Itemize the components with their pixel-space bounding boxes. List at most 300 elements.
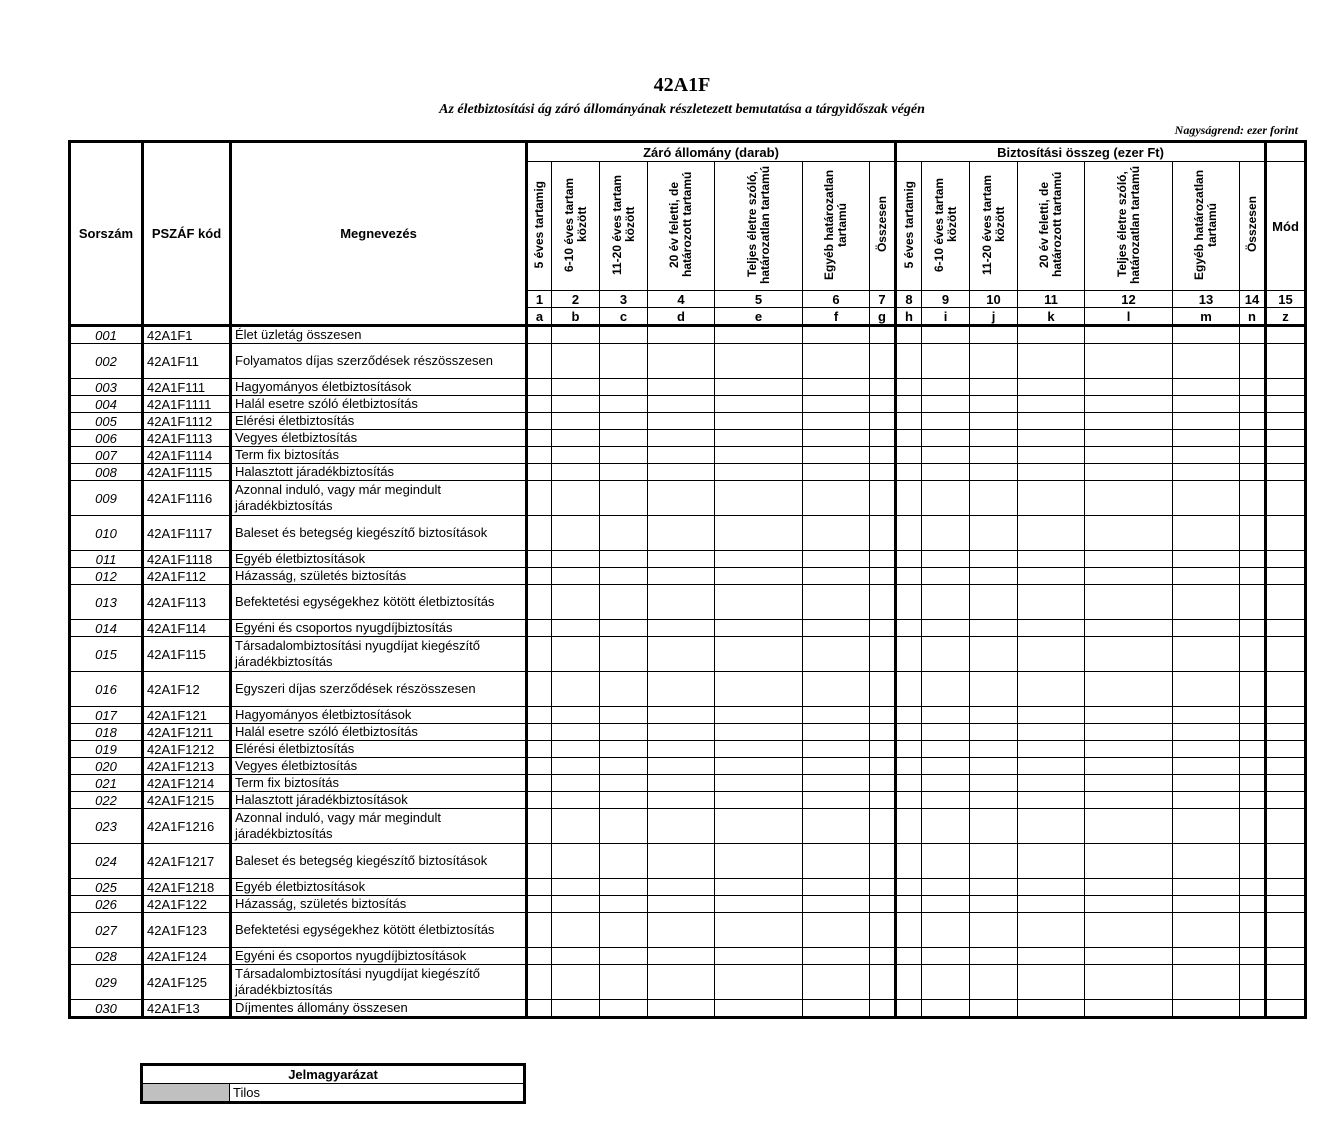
value-cell[interactable] — [870, 809, 896, 844]
value-cell[interactable] — [896, 413, 922, 430]
value-cell[interactable] — [922, 948, 970, 965]
value-cell[interactable] — [1173, 758, 1240, 775]
value-cell[interactable] — [527, 707, 552, 724]
value-cell[interactable] — [527, 379, 552, 396]
value-cell[interactable] — [527, 724, 552, 741]
value-cell[interactable] — [970, 724, 1018, 741]
value-cell[interactable] — [1018, 913, 1085, 948]
value-cell[interactable] — [600, 809, 648, 844]
value-cell[interactable] — [715, 844, 803, 879]
value-cell[interactable] — [1173, 1000, 1240, 1018]
value-cell[interactable] — [600, 1000, 648, 1018]
value-cell[interactable] — [1240, 464, 1266, 481]
value-cell[interactable] — [648, 879, 715, 896]
value-cell[interactable] — [1173, 948, 1240, 965]
value-cell[interactable] — [648, 758, 715, 775]
value-cell[interactable] — [970, 326, 1018, 344]
value-cell[interactable] — [922, 551, 970, 568]
value-cell[interactable] — [803, 481, 870, 516]
value-cell[interactable] — [715, 464, 803, 481]
value-cell[interactable] — [1240, 965, 1266, 1000]
value-cell[interactable] — [922, 481, 970, 516]
value-cell[interactable] — [1018, 965, 1085, 1000]
value-cell[interactable] — [552, 430, 600, 447]
value-cell[interactable] — [648, 568, 715, 585]
value-cell[interactable] — [1173, 896, 1240, 913]
value-cell[interactable] — [803, 792, 870, 809]
value-cell[interactable] — [896, 379, 922, 396]
value-cell[interactable] — [600, 792, 648, 809]
value-cell[interactable] — [1018, 326, 1085, 344]
value-cell[interactable] — [1018, 568, 1085, 585]
value-cell[interactable] — [527, 637, 552, 672]
value-cell[interactable] — [527, 447, 552, 464]
value-cell[interactable] — [715, 724, 803, 741]
value-cell[interactable] — [922, 447, 970, 464]
value-cell[interactable] — [1018, 637, 1085, 672]
value-cell[interactable] — [527, 896, 552, 913]
value-cell[interactable] — [1266, 447, 1306, 464]
value-cell[interactable] — [1085, 516, 1173, 551]
value-cell[interactable] — [970, 707, 1018, 724]
value-cell[interactable] — [527, 344, 552, 379]
value-cell[interactable] — [715, 809, 803, 844]
value-cell[interactable] — [803, 516, 870, 551]
value-cell[interactable] — [527, 809, 552, 844]
value-cell[interactable] — [1266, 809, 1306, 844]
value-cell[interactable] — [648, 809, 715, 844]
value-cell[interactable] — [1173, 551, 1240, 568]
value-cell[interactable] — [600, 447, 648, 464]
value-cell[interactable] — [527, 913, 552, 948]
value-cell[interactable] — [1240, 792, 1266, 809]
value-cell[interactable] — [1240, 413, 1266, 430]
value-cell[interactable] — [648, 948, 715, 965]
value-cell[interactable] — [715, 741, 803, 758]
value-cell[interactable] — [896, 396, 922, 413]
value-cell[interactable] — [1173, 844, 1240, 879]
value-cell[interactable] — [803, 396, 870, 413]
value-cell[interactable] — [870, 430, 896, 447]
value-cell[interactable] — [1085, 913, 1173, 948]
value-cell[interactable] — [527, 413, 552, 430]
value-cell[interactable] — [870, 758, 896, 775]
value-cell[interactable] — [648, 672, 715, 707]
value-cell[interactable] — [922, 344, 970, 379]
value-cell[interactable] — [970, 430, 1018, 447]
value-cell[interactable] — [803, 965, 870, 1000]
value-cell[interactable] — [1018, 413, 1085, 430]
value-cell[interactable] — [648, 447, 715, 464]
value-cell[interactable] — [648, 413, 715, 430]
value-cell[interactable] — [1018, 464, 1085, 481]
value-cell[interactable] — [527, 620, 552, 637]
value-cell[interactable] — [1240, 568, 1266, 585]
value-cell[interactable] — [1018, 585, 1085, 620]
value-cell[interactable] — [648, 344, 715, 379]
value-cell[interactable] — [715, 913, 803, 948]
value-cell[interactable] — [1085, 844, 1173, 879]
value-cell[interactable] — [527, 430, 552, 447]
value-cell[interactable] — [527, 879, 552, 896]
value-cell[interactable] — [803, 464, 870, 481]
value-cell[interactable] — [1173, 741, 1240, 758]
value-cell[interactable] — [715, 896, 803, 913]
value-cell[interactable] — [970, 913, 1018, 948]
value-cell[interactable] — [600, 326, 648, 344]
value-cell[interactable] — [1266, 896, 1306, 913]
value-cell[interactable] — [648, 516, 715, 551]
value-cell[interactable] — [803, 413, 870, 430]
value-cell[interactable] — [870, 413, 896, 430]
value-cell[interactable] — [1018, 724, 1085, 741]
value-cell[interactable] — [1240, 326, 1266, 344]
value-cell[interactable] — [803, 844, 870, 879]
value-cell[interactable] — [922, 724, 970, 741]
value-cell[interactable] — [970, 344, 1018, 379]
value-cell[interactable] — [922, 430, 970, 447]
value-cell[interactable] — [715, 585, 803, 620]
value-cell[interactable] — [896, 481, 922, 516]
value-cell[interactable] — [527, 585, 552, 620]
value-cell[interactable] — [1266, 1000, 1306, 1018]
value-cell[interactable] — [715, 879, 803, 896]
value-cell[interactable] — [803, 707, 870, 724]
value-cell[interactable] — [870, 775, 896, 792]
value-cell[interactable] — [552, 775, 600, 792]
value-cell[interactable] — [1018, 344, 1085, 379]
value-cell[interactable] — [1240, 775, 1266, 792]
value-cell[interactable] — [715, 637, 803, 672]
value-cell[interactable] — [1173, 965, 1240, 1000]
value-cell[interactable] — [648, 896, 715, 913]
value-cell[interactable] — [870, 965, 896, 1000]
value-cell[interactable] — [1018, 896, 1085, 913]
value-cell[interactable] — [870, 1000, 896, 1018]
value-cell[interactable] — [648, 775, 715, 792]
value-cell[interactable] — [1266, 724, 1306, 741]
value-cell[interactable] — [803, 620, 870, 637]
value-cell[interactable] — [1240, 672, 1266, 707]
value-cell[interactable] — [600, 430, 648, 447]
value-cell[interactable] — [922, 568, 970, 585]
value-cell[interactable] — [970, 464, 1018, 481]
value-cell[interactable] — [870, 344, 896, 379]
value-cell[interactable] — [870, 913, 896, 948]
value-cell[interactable] — [1173, 913, 1240, 948]
value-cell[interactable] — [715, 707, 803, 724]
value-cell[interactable] — [715, 430, 803, 447]
value-cell[interactable] — [896, 809, 922, 844]
value-cell[interactable] — [1085, 481, 1173, 516]
value-cell[interactable] — [922, 707, 970, 724]
value-cell[interactable] — [715, 792, 803, 809]
value-cell[interactable] — [600, 724, 648, 741]
value-cell[interactable] — [803, 724, 870, 741]
value-cell[interactable] — [1266, 481, 1306, 516]
value-cell[interactable] — [1240, 707, 1266, 724]
value-cell[interactable] — [803, 326, 870, 344]
value-cell[interactable] — [527, 568, 552, 585]
value-cell[interactable] — [1018, 481, 1085, 516]
value-cell[interactable] — [600, 568, 648, 585]
value-cell[interactable] — [1266, 758, 1306, 775]
value-cell[interactable] — [1173, 775, 1240, 792]
value-cell[interactable] — [1266, 844, 1306, 879]
value-cell[interactable] — [1018, 809, 1085, 844]
value-cell[interactable] — [970, 948, 1018, 965]
value-cell[interactable] — [1266, 413, 1306, 430]
value-cell[interactable] — [1266, 707, 1306, 724]
value-cell[interactable] — [1173, 568, 1240, 585]
value-cell[interactable] — [803, 447, 870, 464]
value-cell[interactable] — [896, 551, 922, 568]
value-cell[interactable] — [648, 430, 715, 447]
value-cell[interactable] — [527, 481, 552, 516]
value-cell[interactable] — [870, 396, 896, 413]
value-cell[interactable] — [803, 948, 870, 965]
value-cell[interactable] — [803, 430, 870, 447]
value-cell[interactable] — [1085, 896, 1173, 913]
value-cell[interactable] — [896, 707, 922, 724]
value-cell[interactable] — [1266, 344, 1306, 379]
value-cell[interactable] — [648, 585, 715, 620]
value-cell[interactable] — [803, 568, 870, 585]
value-cell[interactable] — [648, 707, 715, 724]
value-cell[interactable] — [1240, 637, 1266, 672]
value-cell[interactable] — [970, 758, 1018, 775]
value-cell[interactable] — [896, 1000, 922, 1018]
value-cell[interactable] — [896, 568, 922, 585]
value-cell[interactable] — [970, 481, 1018, 516]
value-cell[interactable] — [1085, 430, 1173, 447]
value-cell[interactable] — [552, 844, 600, 879]
value-cell[interactable] — [1240, 758, 1266, 775]
value-cell[interactable] — [715, 396, 803, 413]
value-cell[interactable] — [1266, 948, 1306, 965]
value-cell[interactable] — [922, 965, 970, 1000]
value-cell[interactable] — [970, 896, 1018, 913]
value-cell[interactable] — [1018, 792, 1085, 809]
value-cell[interactable] — [552, 413, 600, 430]
value-cell[interactable] — [527, 741, 552, 758]
value-cell[interactable] — [1173, 481, 1240, 516]
value-cell[interactable] — [896, 896, 922, 913]
value-cell[interactable] — [527, 464, 552, 481]
value-cell[interactable] — [552, 585, 600, 620]
value-cell[interactable] — [715, 948, 803, 965]
value-cell[interactable] — [970, 965, 1018, 1000]
value-cell[interactable] — [648, 1000, 715, 1018]
value-cell[interactable] — [1173, 672, 1240, 707]
value-cell[interactable] — [896, 792, 922, 809]
value-cell[interactable] — [896, 464, 922, 481]
value-cell[interactable] — [552, 913, 600, 948]
value-cell[interactable] — [600, 585, 648, 620]
value-cell[interactable] — [715, 568, 803, 585]
value-cell[interactable] — [552, 707, 600, 724]
value-cell[interactable] — [803, 637, 870, 672]
value-cell[interactable] — [552, 379, 600, 396]
value-cell[interactable] — [896, 430, 922, 447]
value-cell[interactable] — [1018, 447, 1085, 464]
value-cell[interactable] — [870, 516, 896, 551]
value-cell[interactable] — [600, 896, 648, 913]
value-cell[interactable] — [922, 1000, 970, 1018]
value-cell[interactable] — [1240, 620, 1266, 637]
value-cell[interactable] — [1240, 948, 1266, 965]
value-cell[interactable] — [1085, 447, 1173, 464]
value-cell[interactable] — [1085, 775, 1173, 792]
value-cell[interactable] — [870, 620, 896, 637]
value-cell[interactable] — [922, 758, 970, 775]
value-cell[interactable] — [552, 741, 600, 758]
value-cell[interactable] — [1018, 620, 1085, 637]
value-cell[interactable] — [552, 896, 600, 913]
value-cell[interactable] — [1266, 637, 1306, 672]
value-cell[interactable] — [1173, 326, 1240, 344]
value-cell[interactable] — [870, 551, 896, 568]
value-cell[interactable] — [1085, 396, 1173, 413]
value-cell[interactable] — [896, 637, 922, 672]
value-cell[interactable] — [1266, 396, 1306, 413]
value-cell[interactable] — [648, 551, 715, 568]
value-cell[interactable] — [552, 326, 600, 344]
value-cell[interactable] — [552, 724, 600, 741]
value-cell[interactable] — [870, 585, 896, 620]
value-cell[interactable] — [1240, 379, 1266, 396]
value-cell[interactable] — [648, 637, 715, 672]
value-cell[interactable] — [870, 672, 896, 707]
value-cell[interactable] — [922, 844, 970, 879]
value-cell[interactable] — [803, 1000, 870, 1018]
value-cell[interactable] — [552, 481, 600, 516]
value-cell[interactable] — [970, 568, 1018, 585]
value-cell[interactable] — [1085, 1000, 1173, 1018]
value-cell[interactable] — [1266, 741, 1306, 758]
value-cell[interactable] — [600, 620, 648, 637]
value-cell[interactable] — [896, 741, 922, 758]
value-cell[interactable] — [870, 707, 896, 724]
value-cell[interactable] — [803, 896, 870, 913]
value-cell[interactable] — [1266, 430, 1306, 447]
value-cell[interactable] — [1085, 620, 1173, 637]
value-cell[interactable] — [552, 396, 600, 413]
value-cell[interactable] — [970, 396, 1018, 413]
value-cell[interactable] — [648, 396, 715, 413]
value-cell[interactable] — [970, 516, 1018, 551]
value-cell[interactable] — [1266, 464, 1306, 481]
value-cell[interactable] — [527, 948, 552, 965]
value-cell[interactable] — [896, 844, 922, 879]
value-cell[interactable] — [870, 568, 896, 585]
value-cell[interactable] — [1085, 741, 1173, 758]
value-cell[interactable] — [600, 948, 648, 965]
value-cell[interactable] — [922, 585, 970, 620]
value-cell[interactable] — [715, 481, 803, 516]
value-cell[interactable] — [870, 326, 896, 344]
value-cell[interactable] — [1240, 516, 1266, 551]
value-cell[interactable] — [648, 792, 715, 809]
value-cell[interactable] — [1018, 707, 1085, 724]
value-cell[interactable] — [715, 965, 803, 1000]
value-cell[interactable] — [1085, 672, 1173, 707]
value-cell[interactable] — [970, 844, 1018, 879]
value-cell[interactable] — [1085, 809, 1173, 844]
value-cell[interactable] — [552, 516, 600, 551]
value-cell[interactable] — [896, 620, 922, 637]
value-cell[interactable] — [1240, 551, 1266, 568]
value-cell[interactable] — [896, 879, 922, 896]
value-cell[interactable] — [1018, 1000, 1085, 1018]
value-cell[interactable] — [1266, 379, 1306, 396]
value-cell[interactable] — [896, 948, 922, 965]
value-cell[interactable] — [922, 775, 970, 792]
value-cell[interactable] — [896, 758, 922, 775]
value-cell[interactable] — [552, 948, 600, 965]
value-cell[interactable] — [970, 775, 1018, 792]
value-cell[interactable] — [970, 379, 1018, 396]
value-cell[interactable] — [600, 637, 648, 672]
value-cell[interactable] — [922, 396, 970, 413]
value-cell[interactable] — [715, 379, 803, 396]
value-cell[interactable] — [1085, 948, 1173, 965]
value-cell[interactable] — [552, 758, 600, 775]
value-cell[interactable] — [1266, 775, 1306, 792]
value-cell[interactable] — [552, 672, 600, 707]
value-cell[interactable] — [1085, 413, 1173, 430]
value-cell[interactable] — [648, 464, 715, 481]
value-cell[interactable] — [803, 379, 870, 396]
value-cell[interactable] — [870, 844, 896, 879]
value-cell[interactable] — [600, 379, 648, 396]
value-cell[interactable] — [600, 481, 648, 516]
value-cell[interactable] — [970, 413, 1018, 430]
value-cell[interactable] — [1173, 620, 1240, 637]
value-cell[interactable] — [600, 516, 648, 551]
value-cell[interactable] — [1266, 879, 1306, 896]
value-cell[interactable] — [870, 447, 896, 464]
value-cell[interactable] — [600, 464, 648, 481]
value-cell[interactable] — [1266, 326, 1306, 344]
value-cell[interactable] — [600, 413, 648, 430]
value-cell[interactable] — [1018, 948, 1085, 965]
value-cell[interactable] — [803, 741, 870, 758]
value-cell[interactable] — [552, 464, 600, 481]
value-cell[interactable] — [870, 379, 896, 396]
value-cell[interactable] — [1173, 809, 1240, 844]
value-cell[interactable] — [1018, 844, 1085, 879]
value-cell[interactable] — [970, 809, 1018, 844]
value-cell[interactable] — [527, 775, 552, 792]
value-cell[interactable] — [1085, 707, 1173, 724]
value-cell[interactable] — [648, 481, 715, 516]
value-cell[interactable] — [1018, 672, 1085, 707]
value-cell[interactable] — [1266, 516, 1306, 551]
value-cell[interactable] — [922, 516, 970, 551]
value-cell[interactable] — [527, 551, 552, 568]
value-cell[interactable] — [552, 344, 600, 379]
value-cell[interactable] — [600, 344, 648, 379]
value-cell[interactable] — [922, 413, 970, 430]
value-cell[interactable] — [648, 913, 715, 948]
value-cell[interactable] — [870, 879, 896, 896]
value-cell[interactable] — [527, 758, 552, 775]
value-cell[interactable] — [552, 568, 600, 585]
value-cell[interactable] — [970, 879, 1018, 896]
value-cell[interactable] — [922, 879, 970, 896]
value-cell[interactable] — [1018, 551, 1085, 568]
